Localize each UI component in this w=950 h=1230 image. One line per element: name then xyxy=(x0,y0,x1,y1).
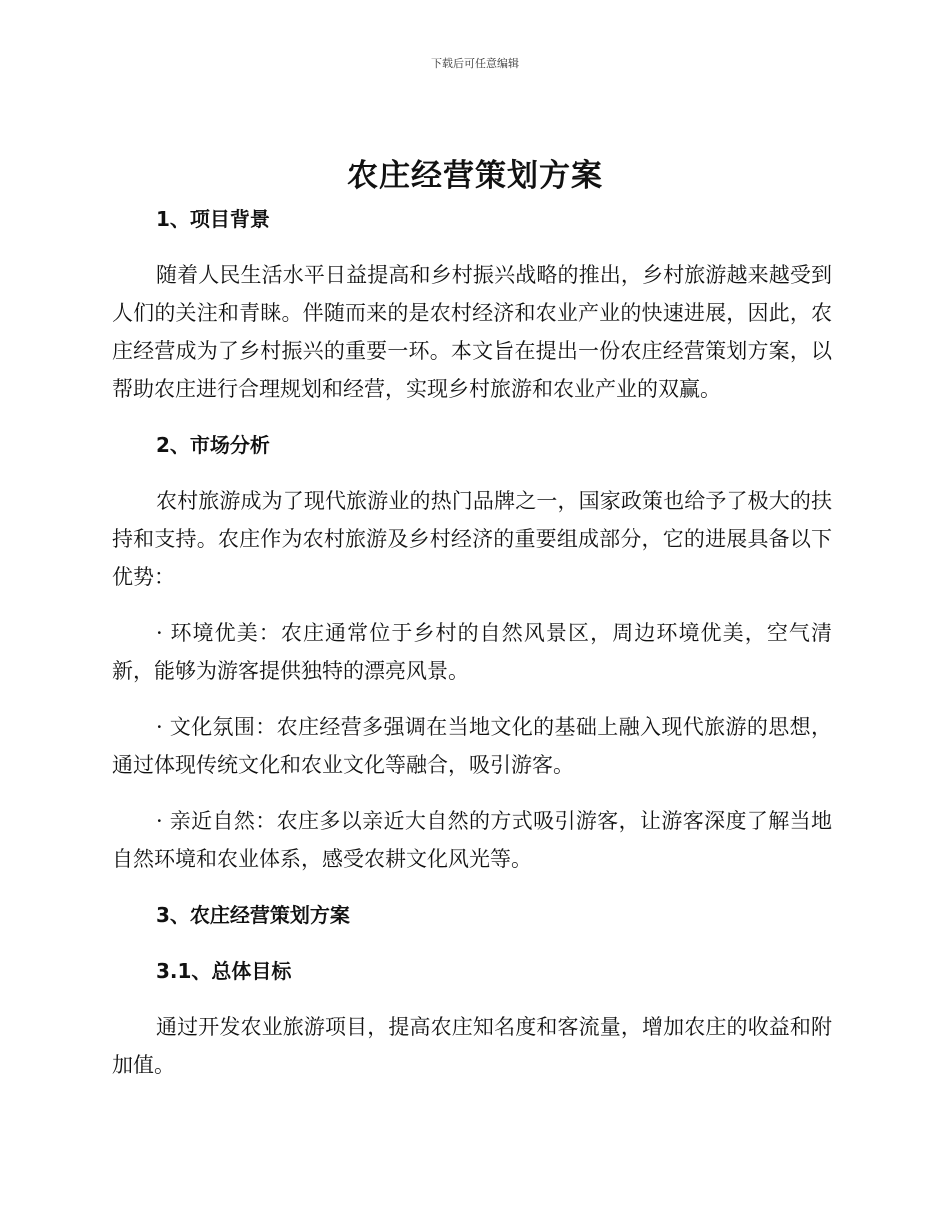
header-note: 下载后可任意编辑 xyxy=(431,57,519,70)
bullet-environment: · 环境优美：农庄通常位于乡村的自然风景区，周边环境优美，空气清新，能够为游客提供独特的漂亮风景。 xyxy=(112,621,832,683)
document-title: 农庄经营策划方案 xyxy=(347,158,603,194)
paragraph-background: 随着人民生活水平日益提高和乡村振兴战略的推出，乡村旅游越来越受到人们的关注和青睐。伴随而来的是农村经济和农业产业的快速进展，因此，农庄经营成为了乡村振兴的重要一环。本文旨在提出一份农庄经营策划方案，以帮助农庄进行合理规划和经营，实现乡村旅游和农业产业的双赢。 xyxy=(112,263,832,401)
bullet-nature: · 亲近自然：农庄多以亲近大自然的方式吸引游客，让游客深度了解当地自然环境和农业体系，感受农耕文化风光等。 xyxy=(112,809,832,871)
paragraph-goal: 通过开发农业旅游项目，提高农庄知名度和客流量，增加农庄的收益和附加值。 xyxy=(112,1015,832,1077)
section-heading-goal: 3.1、总体目标 xyxy=(156,959,292,983)
section-heading-background: 1、项目背景 xyxy=(156,207,270,231)
paragraph-market: 农村旅游成为了现代旅游业的热门品牌之一，国家政策也给予了极大的扶持和支持。农庄作为农村旅游及乡村经济的重要组成部分，它的进展具备以下优势： xyxy=(112,489,832,589)
section-heading-market: 2、市场分析 xyxy=(156,433,270,457)
document-body xyxy=(112,200,832,1084)
section-heading-plan: 3、农庄经营策划方案 xyxy=(156,903,350,927)
bullet-culture: · 文化氛围：农庄经营多强调在当地文化的基础上融入现代旅游的思想，通过体现传统文化和农业文化等融合，吸引游客。 xyxy=(112,715,832,777)
